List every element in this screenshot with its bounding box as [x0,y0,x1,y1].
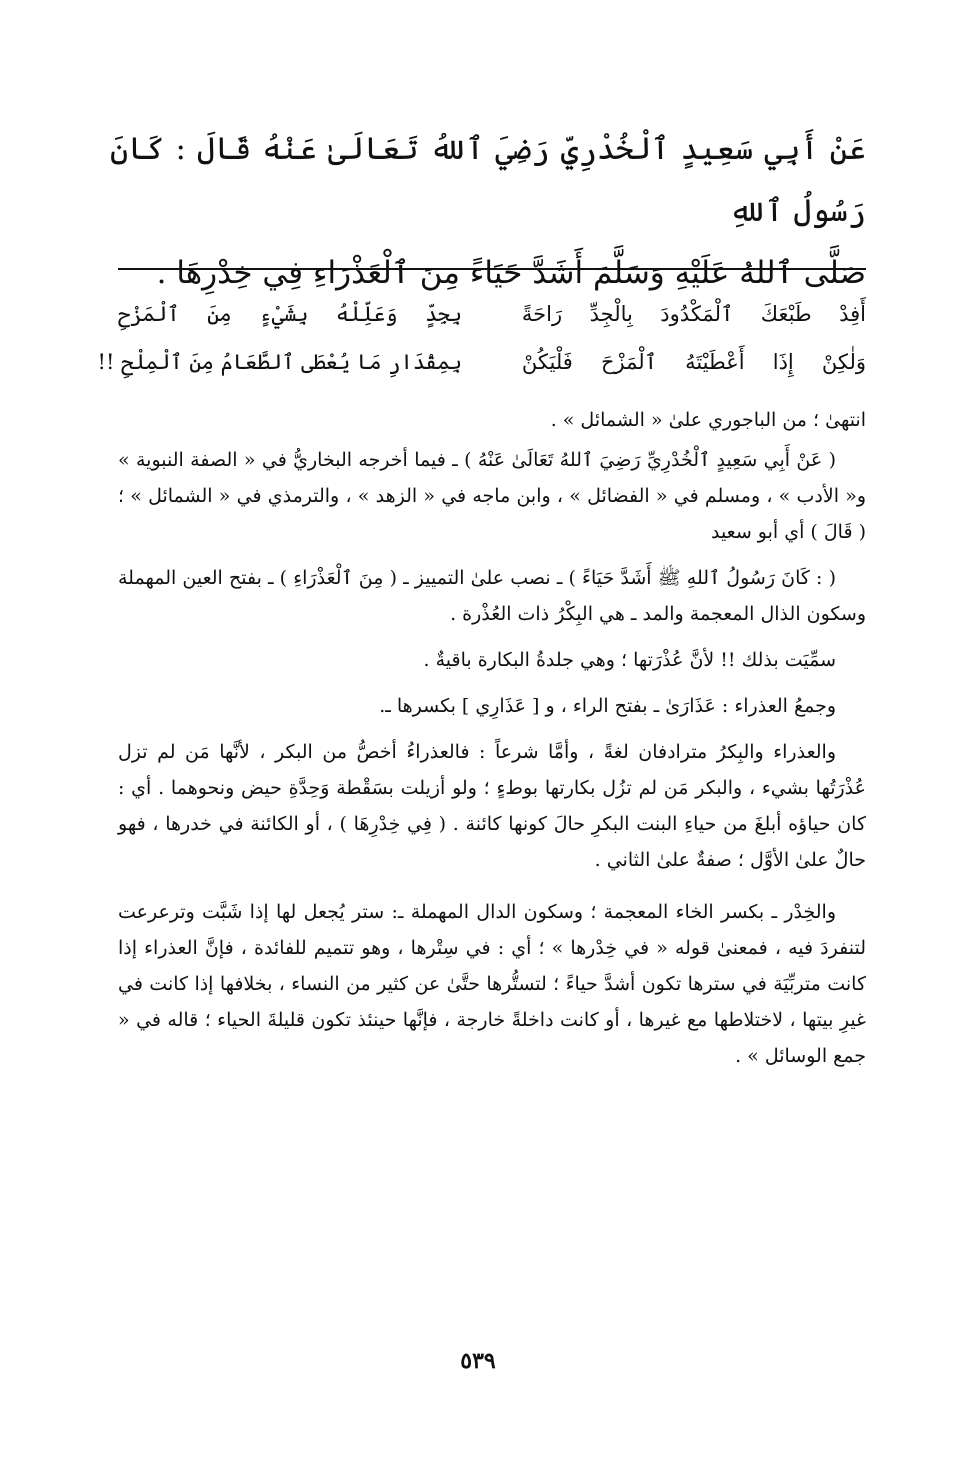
end-quote-line: انتهىٰ ؛ من الباجوري علىٰ « الشمائل » . [550,409,866,431]
commentary-paragraph-6: والخِدْر ـ بكسر الخاء المعجمة ؛ وسكون الدال المهملة ـ: ستر يُجعل لها إذا شَبَّت وترعرعت لتنفردَ فيه ، فمعنىٰ قوله « في خِدْرها » ؛ أي : في سِتْرها ، وهو تتميم للفائدة ، فإنَّ العذراء إذا كانت متربِّيَة في سترها تكون أشدَّ حياءً ؛ لتستُّرها حتَّىٰ عن كثير من النساء ، بخلافها إذا كانت في غيرِ بيتها ، لاختلاطها مع غيرها ، أو كانت داخلةً خارجة ، فإنَّها حينئذ تكون قليلةَ الحياء ؛ قاله في « جمع الوسائل » . [118,901,866,1067]
commentary-paragraph-3: سمِّيَت بذلك !! لأنَّ عُذْرَتها ؛ وهي جلدةُ البكارة باقيةٌ . [423,649,836,671]
hadith-line-1: عَنْ أَبِي سَعِيدٍ ٱلْخُدْرِيِّ رَضِيَ ٱللهُ تَعَالَىٰ عَنْهُ قَالَ : كَانَ رَسُولُ ٱللهِ [110,131,866,229]
hadith-line-2: صَلَّى ٱللهُ عَلَيْهِ وَسَلَّمَ أَشَدَّ حَيَاءً مِنَ ٱلْعَذْرَاءِ فِي خِدْرِهَا . [156,255,866,291]
commentary-paragraph-4: وجمعُ العذراء : عَذَارَىٰ ـ بفتح الراء ، و [ عَذَارِي ] بكسرها ـ. [379,695,836,717]
poem-verse-2 [97,338,866,386]
commentary-paragraph-5: والعذراء والبِكرُ مترادفان لغةً ، وأمَّا شرعاً : فالعذراءُ أخصُّ من البكر ، لأنَّها مَن لم تزل عُذْرَتُها بشيء ، والبكر مَن لم تزُل بكارتها بوطءٍ ؛ ولو أزيلت بسَقْطة وَحِدَّةِ حيض ونحوهما . أي : كان حياؤه أبلغَ من حياءِ البنت البكرِ حالَ كونها كائنة . ( فِي خِدْرِهَا ) ، أو الكائنة في خدرها ، فهو حالٌ علىٰ الأوَّل ؛ صفةٌ علىٰ الثاني . [118,741,866,871]
commentary-text [118,402,866,1084]
poem-verse-1 [118,290,866,338]
hadith-text [110,118,866,304]
page-number: ٥٣٩ [460,1348,496,1374]
poem-verse-2-first-hemistich: وَلٰكِنْ إِذَا أَعْطَيْتَهُ ٱلْمَزْحَ فَلْيَكُنْ [521,350,866,374]
poem-verse-2-second-hemistich: بِمِقْدَارِ مَا يُعْطَى ٱلطَّعَامُ مِنَ ٱلْمِلْحِ !! [97,350,463,374]
footnote-divider [118,268,866,270]
commentary-paragraph-2: ( : كَانَ رَسُولُ ٱللهِ ﷺ أَشَدَّ حَيَاءً ) ـ نصب علىٰ التمييز ـ ( مِنَ ٱلْعَذْرَاءِ ) ـ بفتح العين المهملة وسكون الذال المعجمة والمد ـ هي البِكْرُ ذات العُذْرة . [118,567,866,625]
poem-verses [97,290,866,386]
poem-verse-1-second-hemistich: بِجِدٍّ وَعَلِّلْهُ بِشَيْءٍ مِنَ ٱلْمَزْحِ [118,302,463,326]
commentary-paragraph-1: ( عَنْ أَبِي سَعِيدٍ ٱلْخُدْرِيِّ رَضِيَ ٱللهُ تَعَالَىٰ عَنْهُ ) ـ فيما أخرجه البخاريُّ في « الصفة النبوية » و« الأدب » ، ومسلم في « الفضائل » ، وابن ماجه في « الزهد » ، والترمذي في « الشمائل » ؛ ( قَالَ ) أي أبو سعيد [118,449,866,543]
poem-verse-1-first-hemistich: أَفِدْ طَبْعَكَ ٱلْمَكْدُودَ بِالْجِدِّ رَاحَةً [521,302,866,326]
